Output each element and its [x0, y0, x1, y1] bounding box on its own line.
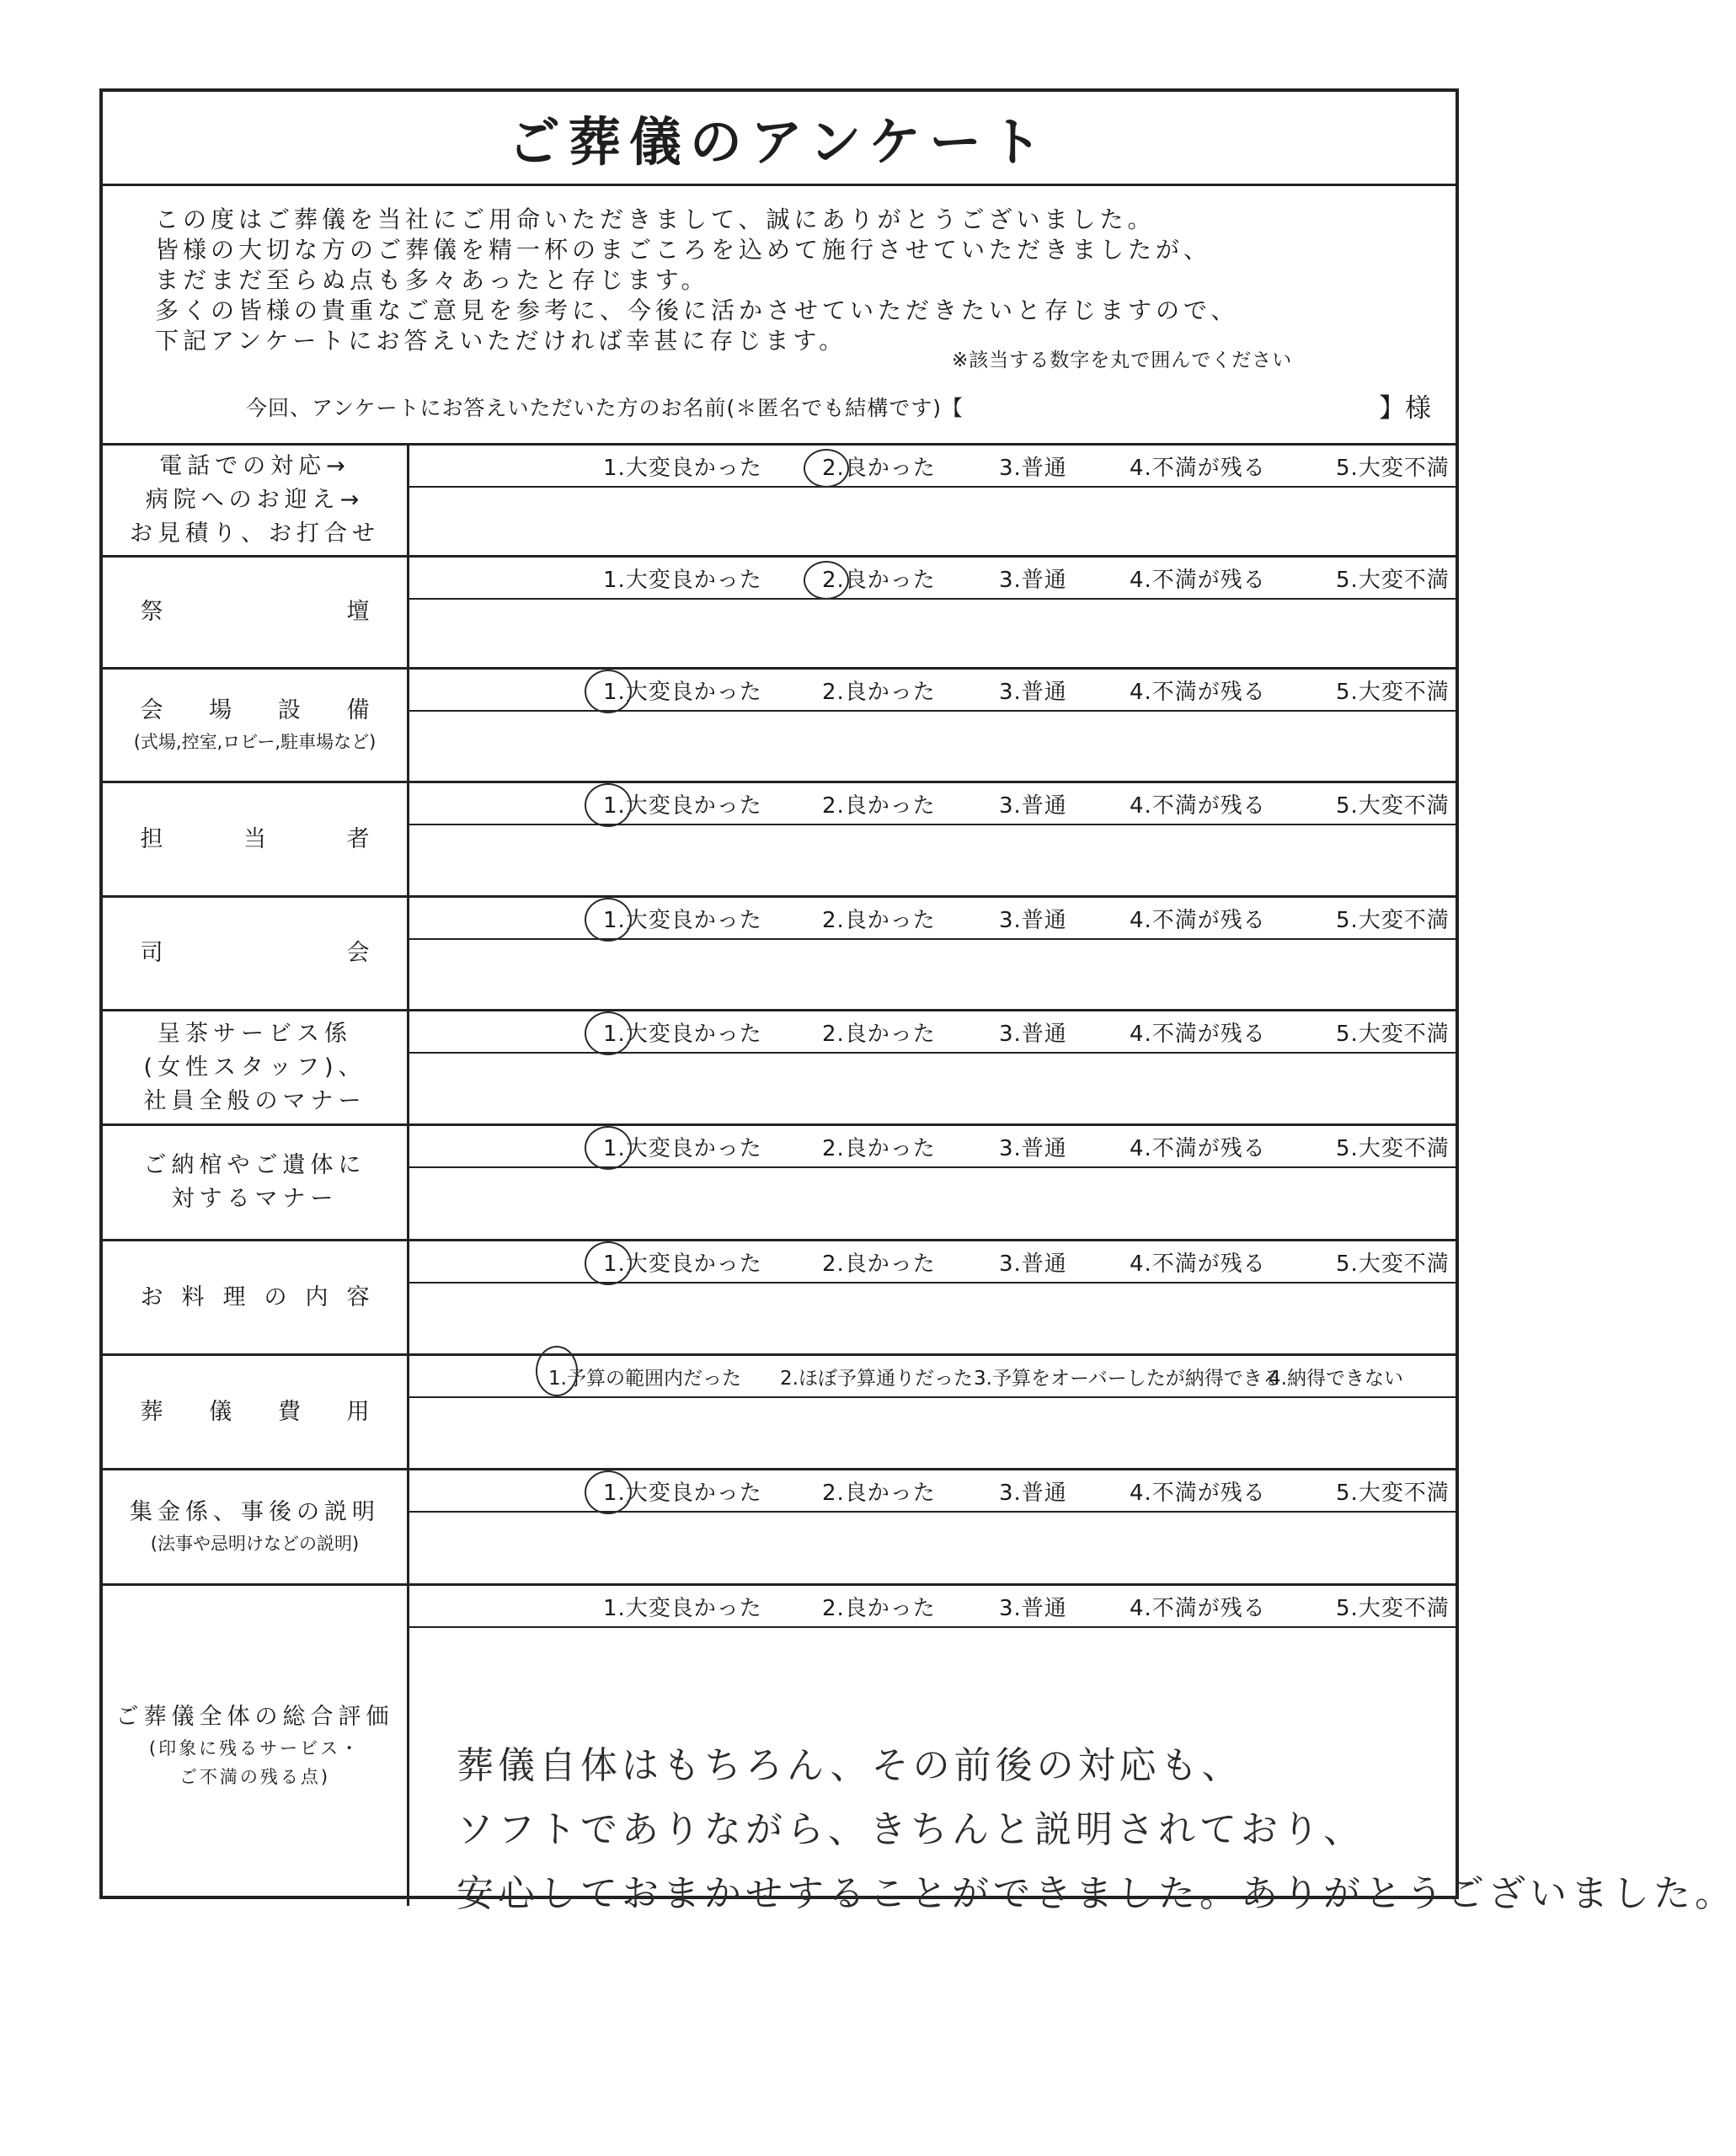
rating-options	[409, 446, 1456, 488]
rating-option-3[interactable]: 3.普通	[999, 1022, 1067, 1047]
rating-option-1[interactable]: 1.大変良かった	[603, 1251, 762, 1277]
rating-options	[409, 670, 1456, 712]
rating-option-3[interactable]: 3.普通	[999, 456, 1067, 481]
rating-option-5[interactable]: 5.大変不満	[1336, 568, 1450, 593]
rating-option-4[interactable]: 4.納得できない	[1269, 1368, 1403, 1390]
rating-option-3[interactable]: 3.普通	[999, 1596, 1067, 1621]
rating-option-1[interactable]: 1.予算の範囲内だった	[548, 1368, 741, 1390]
intro-line: 下記アンケートにお答えいただければ幸甚に存じます。	[155, 327, 847, 355]
rating-option-1[interactable]: 1.大変良かった	[603, 1481, 762, 1506]
question-row	[103, 898, 1456, 1011]
name-field-close: 】様	[1379, 393, 1431, 424]
selected-answer-circle	[804, 561, 849, 600]
circle-instruction-note: ※該当する数字を丸で囲んでください	[952, 350, 1293, 371]
rating-option-5[interactable]: 5.大変不満	[1336, 908, 1450, 933]
selected-answer-circle	[585, 1470, 632, 1514]
rating-option-2[interactable]: 2.ほぼ予算通りだった	[780, 1368, 973, 1390]
rating-option-5[interactable]: 5.大変不満	[1336, 456, 1450, 481]
rating-option-2[interactable]: 2.良かった	[822, 680, 936, 705]
rating-option-2[interactable]: 2.良かった	[822, 456, 936, 481]
question-label-line: (女性スタッフ)、	[143, 1054, 366, 1081]
intro-line: 多くの皆様の貴重なご意見を参考に、今後に活かさせていただきたいと存じますので、	[155, 296, 1239, 324]
question-row	[103, 1011, 1456, 1126]
question-label-line: お 料 理 の 内 容	[140, 1283, 370, 1310]
rating-options	[409, 898, 1456, 940]
rating-option-4[interactable]: 4.不満が残る	[1130, 1481, 1266, 1506]
rating-option-5[interactable]: 5.大変不満	[1336, 1596, 1450, 1621]
question-row	[103, 1470, 1456, 1586]
intro-text	[155, 205, 1402, 356]
question-label	[103, 783, 409, 895]
question-row	[103, 558, 1456, 670]
rating-option-3[interactable]: 3.普通	[999, 680, 1067, 705]
rating-options	[409, 1011, 1456, 1054]
question-label	[103, 1241, 409, 1353]
selected-answer-circle	[585, 783, 632, 827]
question-label	[103, 558, 409, 667]
rating-option-2[interactable]: 2.良かった	[822, 1251, 936, 1277]
rating-options	[409, 1126, 1456, 1168]
question-label	[103, 1356, 409, 1468]
question-label-sub: (法事や忌明けなどの説明)	[150, 1534, 360, 1554]
question-label-line: お見積り、お打合せ	[130, 520, 380, 547]
rating-option-5[interactable]: 5.大変不満	[1336, 1136, 1450, 1161]
question-label-line: 司 会	[140, 940, 370, 966]
rating-option-2[interactable]: 2.良かった	[822, 1136, 936, 1161]
question-label-line: 対するマナー	[171, 1186, 339, 1212]
rating-options	[409, 783, 1456, 825]
rating-option-2[interactable]: 2.良かった	[822, 568, 936, 593]
survey-sheet	[99, 88, 1736, 1915]
question-label-line: 葬 儀 費 用	[140, 1398, 370, 1425]
rating-option-3[interactable]: 3.予算をオーバーしたが納得できる	[974, 1368, 1282, 1390]
rating-option-5[interactable]: 5.大変不満	[1336, 1022, 1450, 1047]
rating-option-1[interactable]: 1.大変良かった	[603, 568, 762, 593]
rating-option-2[interactable]: 2.良かった	[822, 1596, 936, 1621]
rating-options	[409, 558, 1456, 600]
intro-line: この度はご葬儀を当社にご用命いただきまして、誠にありがとうございました。	[155, 205, 1156, 233]
question-row	[103, 670, 1456, 783]
question-label-line: 呈茶サービス係	[158, 1020, 352, 1047]
rating-option-4[interactable]: 4.不満が残る	[1130, 1136, 1266, 1161]
rating-option-3[interactable]: 3.普通	[999, 908, 1067, 933]
question-row	[103, 1356, 1456, 1470]
question-label-line: 病院へのお迎え→	[145, 487, 365, 513]
rating-option-4[interactable]: 4.不満が残る	[1130, 793, 1266, 819]
rating-option-2[interactable]: 2.良かった	[822, 1022, 936, 1047]
question-row	[103, 1126, 1456, 1241]
rating-option-3[interactable]: 3.普通	[999, 1481, 1067, 1506]
rating-option-5[interactable]: 5.大変不満	[1336, 680, 1450, 705]
question-label	[103, 1470, 409, 1583]
question-label-line: 集金係、事後の説明	[130, 1499, 380, 1525]
question-label	[103, 1011, 409, 1123]
rating-option-2[interactable]: 2.良かった	[822, 1481, 936, 1506]
question-row	[103, 1241, 1456, 1356]
rating-option-1[interactable]: 1.大変良かった	[603, 680, 762, 705]
rating-option-3[interactable]: 3.普通	[999, 568, 1067, 593]
rating-option-4[interactable]: 4.不満が残る	[1130, 1251, 1266, 1277]
question-label	[103, 670, 409, 781]
question-label-line: 祭 壇	[140, 599, 370, 625]
rating-option-4[interactable]: 4.不満が残る	[1130, 1022, 1266, 1047]
rating-options	[409, 1586, 1456, 1628]
question-label	[103, 1126, 409, 1239]
question-label-sub: (印象に残るサービス・	[148, 1738, 361, 1758]
comment-handwriting	[457, 1734, 1736, 1926]
question-label-line: 会 場 設 備	[140, 697, 370, 723]
selected-answer-circle	[585, 670, 632, 713]
selected-answer-circle	[585, 1011, 632, 1055]
rating-option-4[interactable]: 4.不満が残る	[1130, 456, 1266, 481]
rating-option-1[interactable]: 1.大変良かった	[603, 1022, 762, 1047]
rating-option-1[interactable]: 1.大変良かった	[603, 1136, 762, 1161]
rating-option-4[interactable]: 4.不満が残る	[1130, 568, 1266, 593]
title-box	[103, 92, 1456, 186]
rating-option-2[interactable]: 2.良かった	[822, 793, 936, 819]
rating-option-4[interactable]: 4.不満が残る	[1130, 1596, 1266, 1621]
question-label	[103, 1586, 409, 1906]
selected-answer-circle	[536, 1346, 578, 1396]
selected-answer-circle	[585, 1126, 632, 1170]
question-label-sub: (式場,控室,ロビー,駐車場など)	[133, 732, 377, 752]
name-prompt: 今回、アンケートにお答えいただいた方のお名前(＊匿名でも結構です)【	[246, 396, 964, 420]
selected-answer-circle	[585, 898, 632, 942]
rating-option-3[interactable]: 3.普通	[999, 793, 1067, 819]
page-title: ご葬儀のアンケート	[507, 111, 1051, 173]
comment-line: 安心しておまかせすることができました。ありがとうございました。	[457, 1872, 1736, 1915]
rating-option-5[interactable]: 5.大変不満	[1336, 1251, 1450, 1277]
rating-option-3[interactable]: 3.普通	[999, 1251, 1067, 1277]
intro-line: まだまだ至らぬ点も多々あったと存じます。	[155, 266, 709, 294]
rating-option-1[interactable]: 1.大変良かった	[603, 1596, 762, 1621]
rating-option-5[interactable]: 5.大変不満	[1336, 793, 1450, 819]
question-label	[103, 898, 409, 1009]
rating-options	[409, 1241, 1456, 1283]
question-label-line: ご納棺やご遺体に	[143, 1152, 366, 1178]
rating-option-1[interactable]: 1.大変良かった	[603, 908, 762, 933]
rating-option-1[interactable]: 1.大変良かった	[603, 456, 762, 481]
question-row	[103, 783, 1456, 898]
rating-option-2[interactable]: 2.良かった	[822, 908, 936, 933]
intro-line: 皆様の大切な方のご葬儀を精一杯のまごころを込めて施行させていただきましたが、	[155, 236, 1212, 264]
comment-line: 葬儀自体はもちろん、その前後の対応も、	[457, 1744, 1243, 1787]
question-label-line: 担 当 者	[140, 825, 370, 852]
rating-option-4[interactable]: 4.不満が残る	[1130, 680, 1266, 705]
intro-box	[103, 186, 1456, 446]
rating-option-4[interactable]: 4.不満が残る	[1130, 908, 1266, 933]
rating-option-3[interactable]: 3.普通	[999, 1136, 1067, 1161]
question-label-line: ご葬儀全体の総合評価	[115, 1704, 394, 1730]
selected-answer-circle	[804, 449, 849, 488]
rating-option-5[interactable]: 5.大変不満	[1336, 1481, 1450, 1506]
question-label	[103, 446, 409, 555]
rating-options	[409, 1470, 1456, 1513]
comment-line: ソフトでありながら、きちんと説明されており、	[457, 1808, 1365, 1851]
question-row	[103, 446, 1456, 558]
rating-options	[409, 1356, 1456, 1398]
rating-option-1[interactable]: 1.大変良かった	[603, 793, 762, 819]
question-label-sub: ご不満の残る点)	[179, 1767, 331, 1787]
selected-answer-circle	[585, 1241, 632, 1285]
question-label-line: 社員全般のマナー	[143, 1087, 366, 1114]
question-label-line: 電話での対応→	[159, 453, 350, 479]
